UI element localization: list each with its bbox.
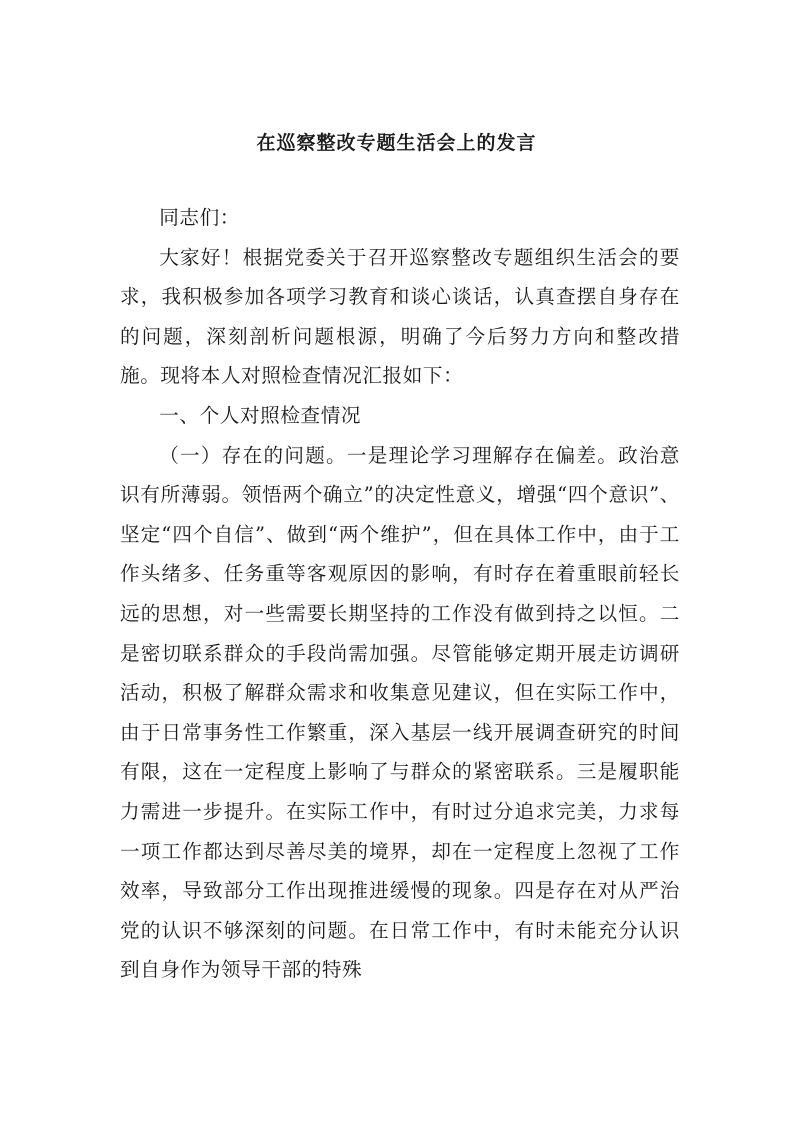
problems-paragraph: （一）存在的问题。一是理论学习理解存在偏差。政治意识有所薄弱。领悟两个确立”的决定性意义，增强“四个意识”、坚定“四个自信”、做到“两个维护”，但在具体工作中，由于工作头绪多、任务重等客观原因的影响，有时存在着重眼前轻长远的思想，对一些需要长期坚持的工作没有做到持之以恒。二是密切联系群众的手段尚需加强。尽管能够定期开展走访调研活动，积极了解群众需求和收集意见建议，但在实际工作中，由于日常事务性工作繁重，深入基层一线开展调查研究的时间有限，这在一定程度上影响了与群众的紧密联系。三是履职能力需进一步提升。在实际工作中，有时过分追求完美，力求每一项工作都达到尽善尽美的境界，却在一定程度上忽视了工作效率，导致部分工作出现推进缓慢的现象。四是存在对从严治党的认识不够深刻的问题。在日常工作中，有时未能充分认识到自身作为领导干部的特殊 <box>120 443 680 982</box>
intro-paragraph: 大家好！根据党委关于召开巡察整改专题组织生活会的要求，我积极参加各项学习教育和谈心谈话，认真查摆自身存在的问题，深刻剖析问题根源，明确了今后努力方向和整改措施。现将本人对照检查情况汇报如下： <box>120 245 680 388</box>
document-title: 在巡察整改专题生活会上的发言 <box>256 132 537 154</box>
salutation: 同志们： <box>159 206 240 229</box>
document-body <box>120 198 680 990</box>
section-heading-1: 一、个人对照检查情况 <box>159 403 362 427</box>
